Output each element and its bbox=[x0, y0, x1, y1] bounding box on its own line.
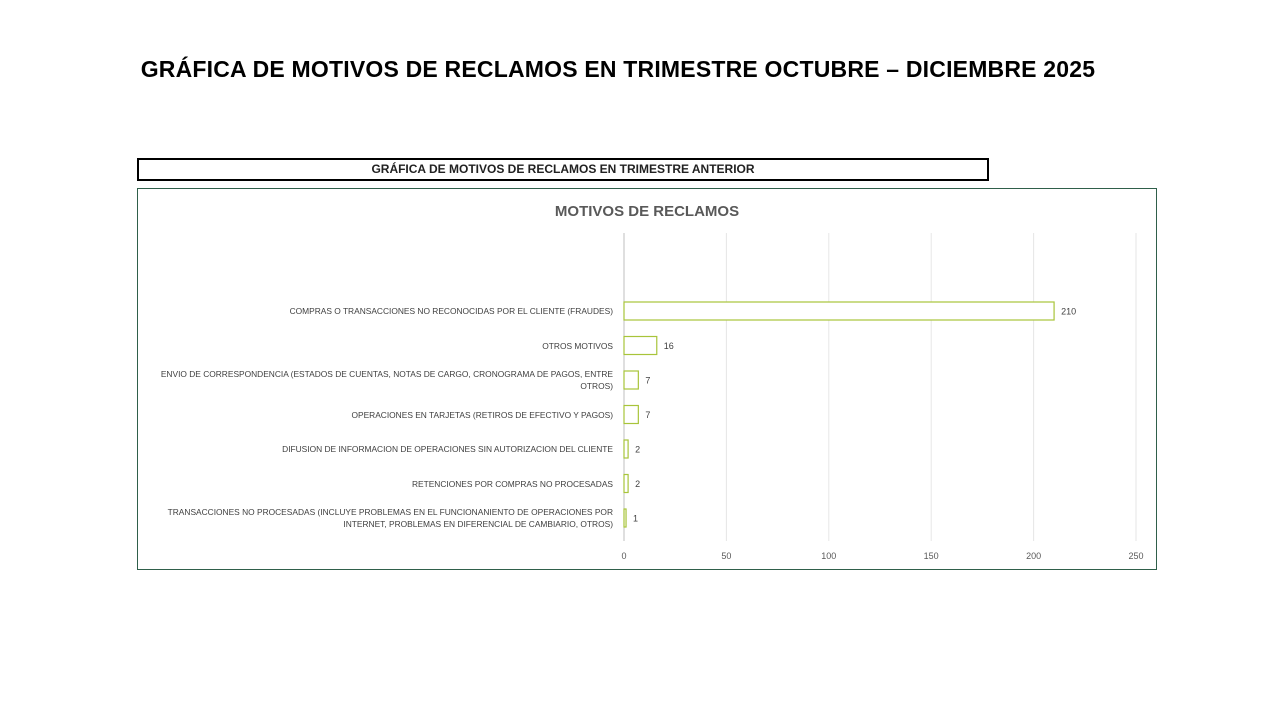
category-label: OTROS MOTIVOS bbox=[542, 340, 613, 351]
category-label: OPERACIONES EN TARJETAS (RETIROS DE EFECTIVO Y PAGOS) bbox=[351, 409, 613, 420]
chart-subtitle-box: GRÁFICA DE MOTIVOS DE RECLAMOS EN TRIMESTRE ANTERIOR bbox=[137, 158, 989, 181]
data-label: 1 bbox=[633, 513, 639, 524]
data-label: 16 bbox=[663, 341, 674, 351]
data-label: 7 bbox=[645, 410, 651, 420]
bar bbox=[624, 475, 628, 493]
bar bbox=[624, 371, 638, 389]
category-label: RETENCIONES POR COMPRAS NO PROCESADAS bbox=[411, 478, 613, 489]
bar bbox=[624, 440, 628, 458]
category-label: ENVIO DE CORRESPONDENCIA (ESTADOS DE CUENTAS, NOTAS DE CARGO, CRONOGRAMA DE PAGOS, ENTRE OTROS) bbox=[160, 369, 613, 391]
category-label: DIFUSION DE INFORMACION DE OPERACIONES SIN AUTORIZACION DEL CLIENTE bbox=[282, 444, 613, 454]
data-label: 2 bbox=[635, 444, 641, 455]
category-label: TRANSACCIONES NO PROCESADAS (INCLUYE PROBLEMAS EN EL FUNCIONANIENTO DE OPERACIONES POR INTERNET, PROBLEMAS EN DIFERENCIAL DE CAMBIARIO, OTROS) bbox=[167, 507, 613, 529]
chart-title: MOTIVOS DE RECLAMOS bbox=[554, 203, 740, 220]
page-title: GRÁFICA DE MOTIVOS DE RECLAMOS EN TRIMESTRE OCTUBRE – DICIEMBRE 2025 bbox=[140, 56, 1096, 82]
bar bbox=[624, 509, 626, 527]
x-tick-label: 100 bbox=[821, 551, 837, 561]
bar bbox=[624, 337, 657, 355]
x-tick-label: 150 bbox=[923, 551, 939, 561]
data-label: 7 bbox=[645, 375, 651, 386]
bar bbox=[624, 406, 638, 424]
data-label: 210 bbox=[1061, 306, 1077, 317]
data-label: 2 bbox=[635, 479, 641, 489]
category-label: COMPRAS O TRANSACCIONES NO RECONOCIDAS POR EL CLIENTE (FRAUDES) bbox=[289, 306, 613, 316]
bar bbox=[624, 302, 1054, 320]
x-tick-label: 50 bbox=[721, 551, 732, 561]
chart-frame bbox=[137, 188, 1157, 570]
x-tick-label: 0 bbox=[621, 551, 627, 561]
x-tick-label: 250 bbox=[1128, 551, 1144, 561]
x-tick-label: 200 bbox=[1026, 551, 1042, 561]
